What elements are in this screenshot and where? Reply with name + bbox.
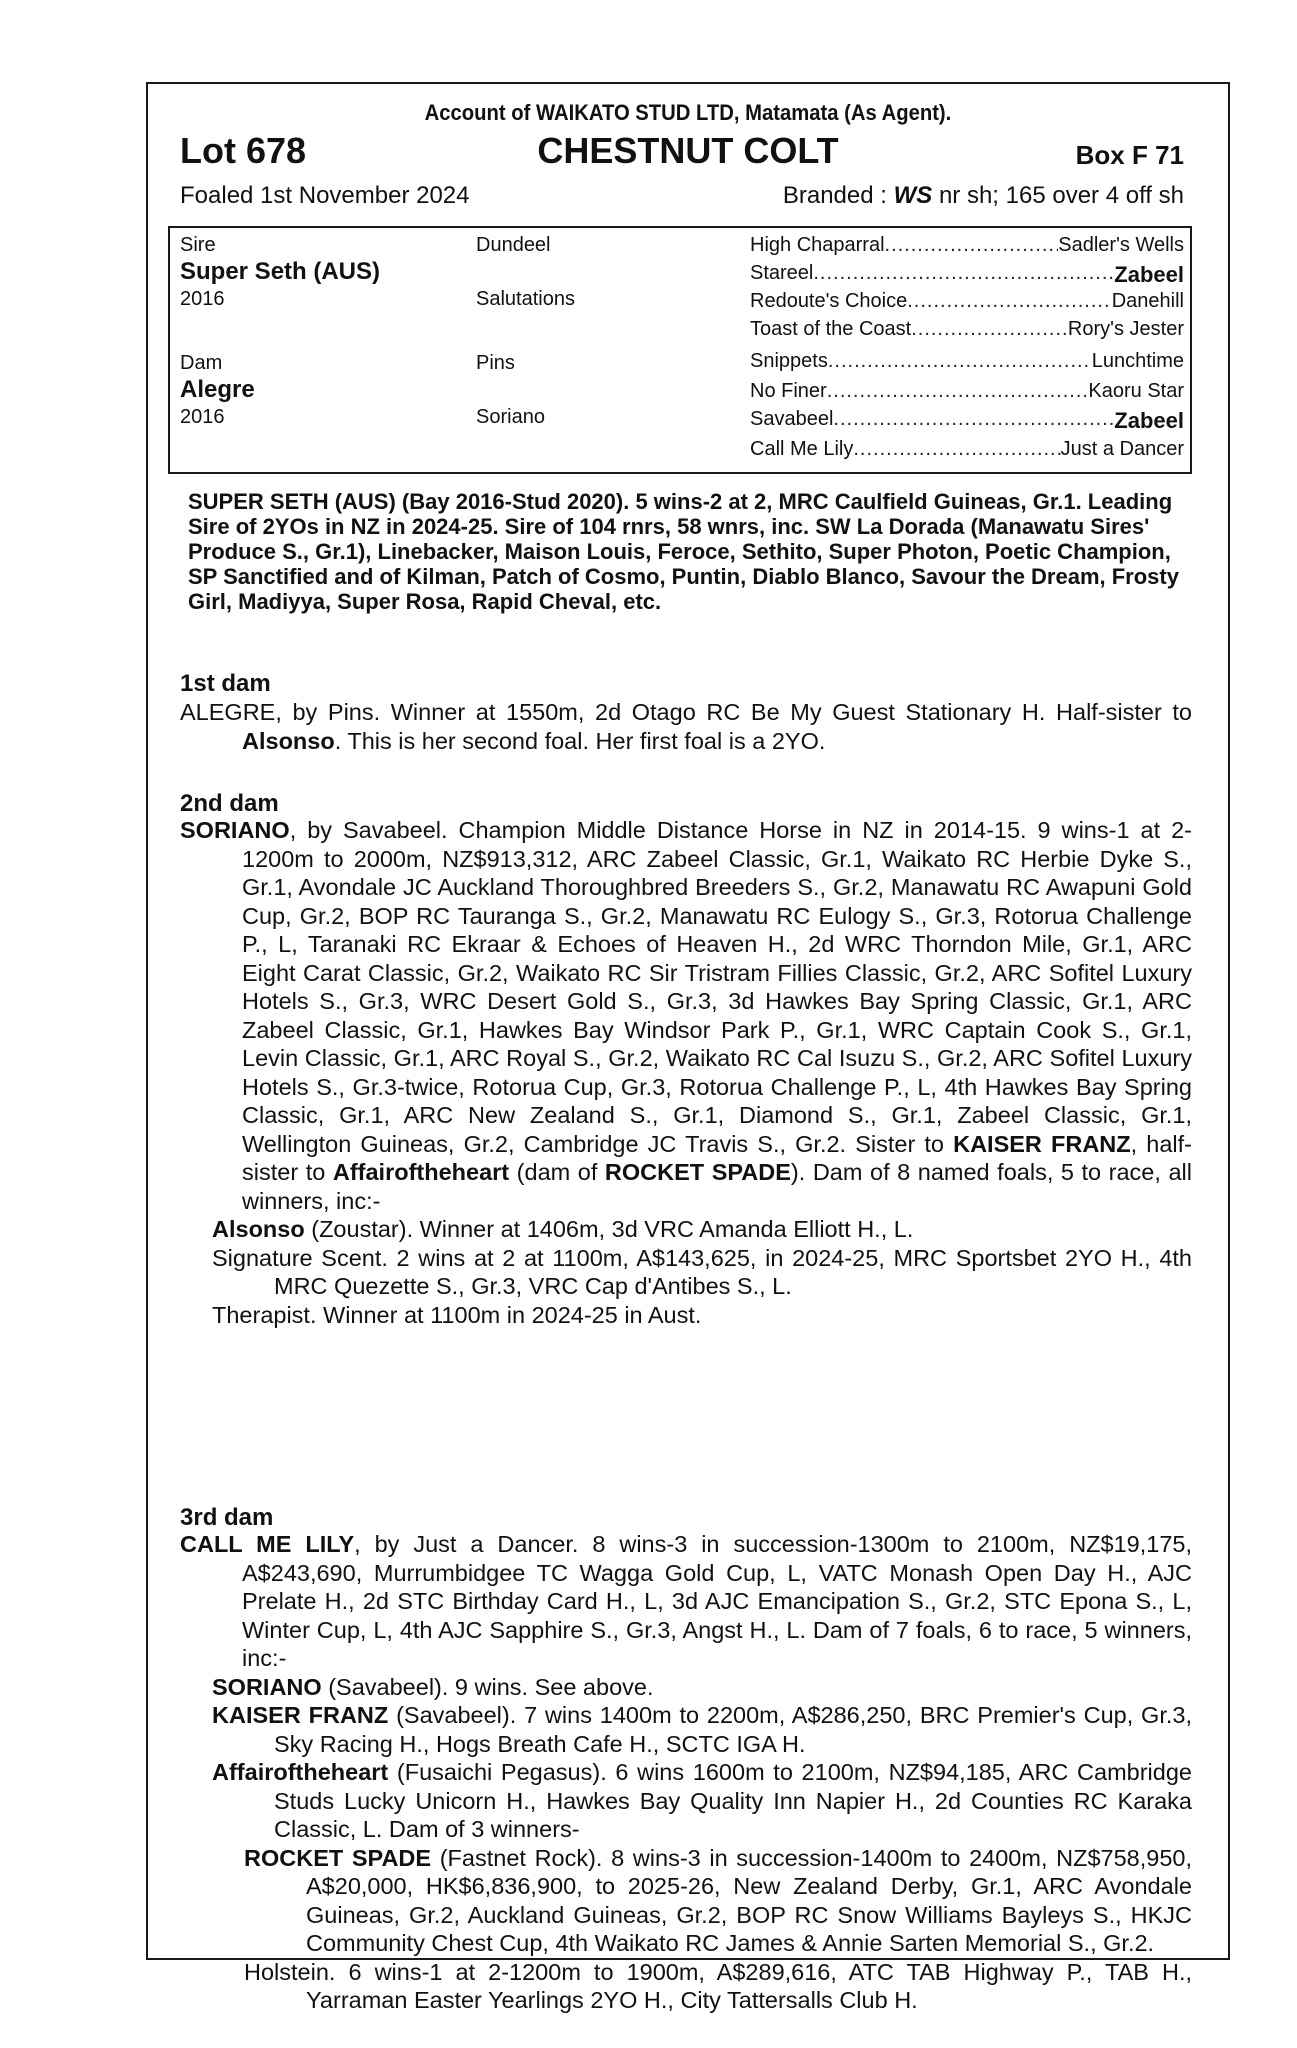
foaled-date: Foaled 1st November 2024 xyxy=(180,182,470,209)
pedigree-ancestor-row: No Finer ..... Kaoru Star xyxy=(750,380,1184,403)
progeny-entry: SORIANO (Savabeel). 9 wins. See above. xyxy=(212,1673,654,1700)
dam-name: Alegre xyxy=(180,376,255,403)
pedigree-ancestor-row: Stareel ..... Zabeel xyxy=(750,262,1184,288)
sire-label: Sire xyxy=(180,234,216,256)
lot-number: Lot 678 xyxy=(180,130,307,171)
pedigree-ancestor-row: High Chaparral ..... Sadler's Wells xyxy=(750,234,1184,257)
third-dam-text: CALL ME LILY, by Just a Dancer. 8 wins-3 in succession-1300m to 2100m, NZ$19,175, A$243,690, Murrumbidgee TC Wagga Gold Cup, L, VATC Monash Open Day H., AJC Prelate H., 2d STC Birthday Card H., L, 3d AJC Emancipation S., Gr.2, STC Epona S., L, Winter Cup, L, 4th AJC Sapphire S., Gr.3, Angst H., L. Dam of 7 foals, 6 to race, 5 winners, inc:- SORIANO (Savabeel). 9 wins. See above. KAISER FRANZ (Savabeel). 7 wins 1400m to 2200m, A$286,250, BRC Premier's Cup, Gr.3, Sky Racing H., Hogs Breath Cafe H., SCTC IGA H. Affairoftheheart (Fusaichi Pegasus). 6 wins 1600m to 2100m, NZ$94,185, ARC Cambridge Studs Lucky Unicorn H., Hawkes Bay Quality Inn Napier H., 2d Counties RC Karaka Classic, L. Dam of 3 winners- ROCKET SPADE (Fastnet Rock). 8 wins-3 in succession-1400m to 2400m, NZ$758,950, A$20,000, HK$6,836,900, to 2025-26, New Zealand Derby, Gr.1, ARC Avondale Guineas, Gr.2, Auckland Guineas, Gr.2, BOP RC Snow Williams Bayleys S., HKJC Community Chest Cup, 4th Waikato RC James & Annie Sarten Memorial S., Gr.2. Holstein. 6 wins-1 at 2-1200m to 1900m, A$289,616, ATC TAB Highway P., TAB H., Yarraman Easter Yearlings 2YO H., City Tattersalls Club H. xyxy=(180,1531,1192,2013)
pedigree-table xyxy=(168,226,1192,474)
progeny-entry: Signature Scent. 2 wins at 2 at 1100m, A$143,625, in 2024-25, MRC Sportsbet 2YO H., 4th MRC Quezette S., Gr.3, VRC Cap d'Antibes S., L. xyxy=(212,1244,1192,1299)
box-number: Box F 71 xyxy=(1075,140,1184,170)
progeny-entry: Therapist. Winner at 1100m in 2024-25 in Aust. xyxy=(212,1301,702,1328)
brand-mark: WS xyxy=(893,182,933,209)
dam-sire: Pins xyxy=(476,352,515,374)
branded-detail: nr sh; 165 over 4 off sh xyxy=(932,182,1184,209)
pedigree-ancestor-row: Call Me Lily ..... Just a Dancer xyxy=(750,438,1184,461)
brand-description xyxy=(783,182,1184,210)
dam-label: Dam xyxy=(180,352,223,374)
third-dam-heading: 3rd dam xyxy=(180,1504,274,1531)
pedigree-ancestor-row: Savabeel ..... Zabeel xyxy=(750,408,1184,434)
sire-summary: SUPER SETH (AUS) (Bay 2016-Stud 2020). 5 wins-2 at 2, MRC Caulfield Guineas, Gr.1. Leading Sire of 2YOs in NZ in 2024-25. Sire of 104 rnrs, 58 wnrs, inc. SW La Dorada (Manawatu Sires' Produce S., Gr.1), Linebacker, Maison Louis, Feroce, Sethito, Super Photon, Poetic Champion, SP Sanctified and of Kilman, Patch of Cosmo, Puntin, Diablo Blanco, Savour the Dream, Frosty Girl, Madiyya, Super Rosa, Rapid Cheval, etc. xyxy=(188,489,1179,614)
catalogue-page xyxy=(146,82,1230,2013)
horse-title: CHESTNUT COLT xyxy=(537,130,839,171)
sire-year: 2016 xyxy=(180,288,225,310)
progeny-entry: KAISER FRANZ (Savabeel). 7 wins 1400m to 2200m, A$286,250, BRC Premier's Cup, Gr.3, Sky Racing H., Hogs Breath Cafe H., SCTC IGA H. xyxy=(212,1702,1192,1757)
progeny-entry: Alsonso (Zoustar). Winner at 1406m, 3d VRC Amanda Elliott H., L. xyxy=(212,1216,914,1242)
progeny-entry: Holstein. 6 wins-1 at 2-1200m to 1900m, A$289,616, ATC TAB Highway P., TAB H., Yarraman Easter Yearlings 2YO H., City Tattersalls Club H. xyxy=(244,1958,1192,2013)
sire-name: Super Seth (AUS) xyxy=(180,258,381,285)
pedigree-ancestor-row: Toast of the Coast ..... Rory's Jester xyxy=(750,318,1184,341)
progeny-entry: Affairoftheheart (Fusaichi Pegasus). 6 wins 1600m to 2100m, NZ$94,185, ARC Cambridge Studs Lucky Unicorn H., Hawkes Bay Quality Inn Napier H., 2d Counties RC Karaka Classic, L. Dam of 3 winners- xyxy=(212,1759,1192,1842)
first-dam-heading: 1st dam xyxy=(180,670,271,697)
branded-label: Branded : xyxy=(782,182,894,209)
pedigree-ancestor-row: Snippets ..... Lunchtime xyxy=(750,350,1184,373)
dam-dam: Soriano xyxy=(476,406,545,428)
account-line: Account of WAIKATO STUD LTD, Matamata (As Agent). xyxy=(424,100,952,125)
first-dam-text: ALEGRE, by Pins. Winner at 1550m, 2d Otago RC Be My Guest Stationary H. Half-sister to Alsonso. This is her second foal. Her first foal is a 2YO. xyxy=(180,699,1192,754)
sire-sire: Dundeel xyxy=(476,234,551,256)
pedigree-ancestor-row: Redoute's Choice ..... Danehill xyxy=(750,290,1184,313)
second-dam-text: SORIANO, by Savabeel. Champion Middle Distance Horse in NZ in 2014-15. 9 wins-1 at 2-1200m to 2000m, NZ$913,312, ARC Zabeel Classic, Gr.1, Waikato RC Herbie Dyke S., Gr.1, Avondale JC Auckland Thoroughbred Breeders S., Gr.2, Manawatu RC Awapuni Gold Cup, Gr.2, BOP RC Tauranga S., Gr.2, Manawatu RC Eulogy S., Gr.3, Rotorua Challenge P., L, Taranaki RC Ekraar & Echoes of Heaven H., 2d WRC Thorndon Mile, Gr.1, ARC Eight Carat Classic, Gr.2, Waikato RC Sir Tristram Fillies Classic, Gr.2, ARC Sofitel Luxury Hotels S., Gr.3, WRC Desert Gold S., Gr.3, 3d Hawkes Bay Spring Classic, Gr.1, ARC Zabeel Classic, Gr.1, Hawkes Bay Windsor Park P., Gr.1, WRC Captain Cook S., Gr.1, Levin Classic, Gr.1, ARC Royal S., Gr.2, Waikato RC Cal Isuzu S., Gr.2, ARC Sofitel Luxury Hotels S., Gr.3-twice, Rotorua Cup, Gr.3, Rotorua Challenge P., L, 4th Hawkes Bay Spring Classic, Gr.1, ARC New Zealand S., Gr.1, Diamond S., Gr.1, Zabeel Classic, Gr.1, Wellington Guineas, Gr.2, Cambridge JC Travis S., Gr.2. Sister to KAISER FRANZ, half-sister to Affairoftheheart (dam of ROCKET SPADE). Dam of 8 named foals, 5 to race, all winners, inc:- Alsonso (Zoustar). Winner at 1406m, 3d VRC Amanda Elliott H., L. Signature Scent. 2 wins at 2 at 1100m, A$143,625, in 2024-25, MRC Sportsbet 2YO H., 4th MRC Quezette S., Gr.3, VRC Cap d'Antibes S., L. Therapist. Winner at 1100m in 2024-25 in Aust. xyxy=(180,817,1192,1328)
second-dam-heading: 2nd dam xyxy=(180,790,279,817)
dam-year: 2016 xyxy=(180,406,225,428)
grand-progeny-entry: ROCKET SPADE (Fastnet Rock). 8 wins-3 in succession-1400m to 2400m, NZ$758,950, A$20,000, HK$6,836,900, to 2025-26, New Zealand Derby, Gr.1, ARC Avondale Guineas, Gr.2, Auckland Guineas, Gr.2, BOP RC Snow Williams Bayleys S., HKJC Community Chest Cup, 4th Waikato RC James & Annie Sarten Memorial S., Gr.2. xyxy=(244,1844,1192,1956)
sire-dam: Salutations xyxy=(476,288,575,310)
